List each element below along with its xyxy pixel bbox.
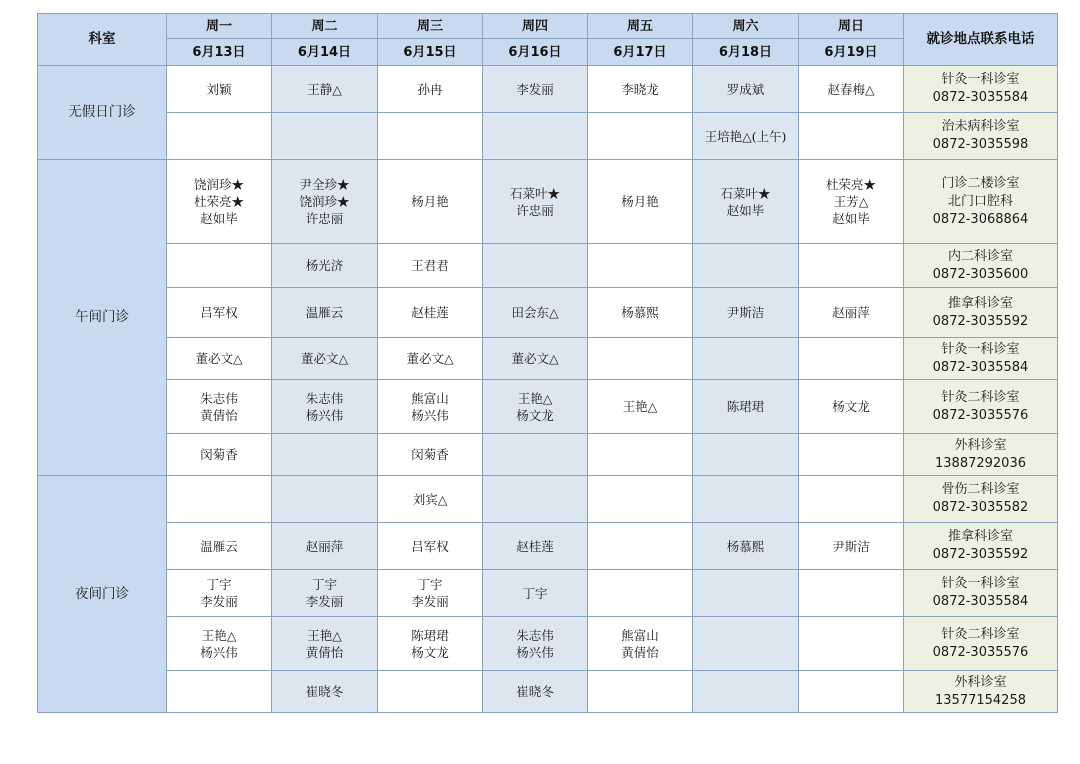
doctor-name: 丁宇 — [311, 577, 337, 592]
doctor-name: 王静△ — [307, 81, 342, 97]
doctor-name: 崔晓冬 — [305, 684, 344, 699]
doctor-cell — [167, 476, 272, 523]
date-header: 6月13日 — [167, 39, 272, 66]
doctor-cell — [799, 338, 904, 380]
location-phone-cell — [904, 570, 1058, 617]
schedule-row — [38, 476, 1058, 523]
doctor-cell — [378, 338, 483, 380]
schedule-row — [38, 113, 1058, 160]
schedule-row — [38, 617, 1058, 671]
doctor-name: 李发丽 — [516, 81, 554, 97]
doctor-cell — [588, 617, 693, 671]
doctor-name: 杨月艳 — [621, 194, 659, 209]
doctor-cell — [588, 288, 693, 338]
location-phone-header: 就诊地点联系电话 — [904, 14, 1058, 66]
doctor-cell — [378, 66, 483, 113]
phone-number: 0872-3035584 — [932, 359, 1029, 375]
doctor-cell — [272, 288, 378, 338]
doctor-cell — [588, 523, 693, 570]
doctor-cell — [483, 338, 588, 380]
phone-number: 0872-3035592 — [932, 547, 1029, 562]
doctor-name: 朱志伟 — [305, 390, 344, 406]
doctor-cell — [272, 244, 378, 288]
doctor-cell — [693, 617, 799, 671]
doctor-cell — [378, 671, 483, 713]
doctor-cell — [167, 113, 272, 160]
doctor-cell — [378, 617, 483, 671]
doctor-name: 尹斯洁 — [726, 305, 765, 320]
clinic-room: 针灸一科诊室 — [941, 341, 1020, 357]
doctor-name: 赵桂莲 — [516, 538, 554, 554]
doctor-name: 丁宇 — [522, 585, 548, 601]
doctor-name: 杨月艳 — [411, 194, 449, 209]
phone-number: 13577154258 — [935, 692, 1026, 708]
doctor-cell — [799, 244, 904, 288]
weekday-header: 周二 — [272, 14, 378, 39]
weekday-header: 周四 — [483, 14, 588, 39]
doctor-cell — [272, 160, 378, 244]
doctor-cell — [588, 476, 693, 523]
doctor-cell — [693, 671, 799, 713]
doctor-cell — [483, 380, 588, 434]
doctor-cell — [272, 113, 378, 160]
date-header: 6月17日 — [588, 39, 693, 66]
clinic-room: 推拿科诊室 — [947, 529, 1013, 544]
schedule-row — [38, 338, 1058, 380]
phone-number: 13887292036 — [935, 455, 1026, 471]
weekday-header: 周三 — [378, 14, 483, 39]
schedule-row — [38, 523, 1058, 570]
date-header: 6月19日 — [799, 39, 904, 66]
location-phone-cell — [904, 113, 1058, 160]
schedule-row — [38, 244, 1058, 288]
doctor-cell — [378, 523, 483, 570]
doctor-cell — [483, 570, 588, 617]
location-phone-cell — [904, 523, 1058, 570]
schedule-row — [38, 434, 1058, 476]
doctor-cell — [167, 66, 272, 113]
date-header: 6月18日 — [693, 39, 799, 66]
doctor-name: 王君君 — [411, 258, 449, 273]
location-phone-cell — [904, 617, 1058, 671]
doctor-name: 闵菊香 — [411, 447, 449, 462]
doctor-name: 熊富山 — [411, 390, 449, 406]
doctor-cell — [378, 476, 483, 523]
phone-number: 0872-3035598 — [932, 137, 1029, 152]
doctor-cell — [693, 570, 799, 617]
schedule-table — [37, 13, 1058, 713]
doctor-cell — [167, 338, 272, 380]
clinic-room: 外科诊室 — [954, 437, 1007, 453]
doctor-name: 王芳△ — [833, 194, 869, 209]
clinic-room: 门诊二楼诊室 — [941, 175, 1020, 191]
clinic-room: 针灸一科诊室 — [941, 72, 1020, 87]
doctor-name: 杜荣亮★ — [193, 194, 244, 209]
doctor-cell — [378, 160, 483, 244]
doctor-cell — [588, 244, 693, 288]
doctor-cell — [588, 380, 693, 434]
doctor-name: 赵如毕 — [832, 211, 870, 226]
location-phone-cell — [904, 671, 1058, 713]
doctor-name: 黄倩怡 — [621, 644, 659, 660]
doctor-name: 吕军权 — [411, 538, 449, 554]
doctor-name: 崔晓冬 — [516, 684, 554, 699]
doctor-name: 饶润珍★ — [193, 177, 244, 192]
doctor-cell — [167, 288, 272, 338]
department-cell: 午间门诊 — [38, 160, 167, 476]
doctor-name: 朱志伟 — [516, 627, 554, 643]
doctor-name: 尹斯洁 — [832, 538, 870, 554]
schedule-row — [38, 570, 1058, 617]
doctor-cell — [799, 288, 904, 338]
doctor-cell — [693, 434, 799, 476]
doctor-name: 黄倩怡 — [200, 407, 238, 423]
doctor-cell — [272, 671, 378, 713]
phone-number: 0872-3035592 — [932, 313, 1029, 329]
doctor-name: 温雁云 — [305, 305, 344, 320]
doctor-cell — [693, 338, 799, 380]
doctor-cell — [693, 523, 799, 570]
location-phone-cell — [904, 288, 1058, 338]
doctor-name: 董必文△ — [300, 351, 349, 366]
doctor-name: 杨兴伟 — [200, 644, 238, 660]
weekday-header: 周六 — [693, 14, 799, 39]
doctor-cell — [167, 160, 272, 244]
clinic-room: 推拿科诊室 — [947, 295, 1013, 311]
doctor-name: 石菜叶★ — [720, 185, 771, 201]
clinic-room: 针灸二科诊室 — [941, 389, 1020, 405]
doctor-name: 赵丽萍 — [305, 538, 344, 554]
location-phone-cell — [904, 244, 1058, 288]
doctor-cell — [799, 523, 904, 570]
doctor-name: 尹全珍★ — [299, 177, 350, 192]
doctor-cell — [588, 671, 693, 713]
doctor-cell — [483, 476, 588, 523]
clinic-room: 骨伤二科诊室 — [941, 482, 1020, 497]
doctor-cell — [693, 380, 799, 434]
weekday-header: 周五 — [588, 14, 693, 39]
clinic-room: 外科诊室 — [954, 674, 1007, 690]
doctor-name: 朱志伟 — [200, 390, 238, 406]
doctor-name: 王艳△ — [307, 627, 342, 643]
doctor-name: 刘颖 — [206, 81, 232, 97]
weekday-header: 周一 — [167, 14, 272, 39]
doctor-cell — [483, 523, 588, 570]
header-weekday-row — [38, 14, 1058, 39]
doctor-name: 李晓龙 — [621, 81, 659, 97]
doctor-name: 吕军权 — [200, 305, 238, 320]
doctor-cell — [272, 570, 378, 617]
doctor-name: 李发丽 — [411, 594, 449, 609]
doctor-cell — [799, 113, 904, 160]
doctor-name: 王培艳△(上午) — [704, 128, 787, 144]
doctor-name: 董必文△ — [195, 351, 243, 366]
phone-number: 0872-3035584 — [932, 90, 1029, 105]
doctor-name: 黄倩怡 — [305, 644, 344, 660]
doctor-name: 杨慕熙 — [621, 305, 659, 320]
doctor-cell — [799, 66, 904, 113]
doctor-name: 李发丽 — [200, 594, 238, 609]
phone-number: 0872-3035584 — [932, 594, 1029, 609]
doctor-name: 杜荣亮★ — [825, 177, 876, 192]
doctor-name: 杨兴伟 — [516, 644, 554, 660]
doctor-cell — [799, 617, 904, 671]
doctor-name: 杨兴伟 — [305, 407, 344, 423]
phone-number: 0872-3035582 — [932, 500, 1029, 515]
doctor-cell — [378, 570, 483, 617]
doctor-cell — [693, 244, 799, 288]
doctor-cell — [693, 476, 799, 523]
doctor-name: 许忠丽 — [305, 211, 344, 226]
doctor-cell — [378, 434, 483, 476]
doctor-cell — [588, 160, 693, 244]
doctor-name: 董必文△ — [511, 351, 559, 366]
doctor-name: 丁宇 — [417, 577, 443, 592]
doctor-name: 赵丽萍 — [832, 305, 870, 320]
doctor-name: 孙冉 — [417, 81, 443, 97]
doctor-name: 陈珺珺 — [726, 399, 765, 414]
doctor-cell — [167, 671, 272, 713]
location-phone-cell — [904, 434, 1058, 476]
doctor-cell — [693, 66, 799, 113]
department-header: 科室 — [38, 14, 167, 66]
location-phone-cell — [904, 380, 1058, 434]
doctor-cell — [483, 160, 588, 244]
doctor-name: 王艳△ — [622, 399, 658, 414]
doctor-name: 田会东△ — [511, 305, 559, 320]
doctor-cell — [272, 476, 378, 523]
doctor-cell — [693, 160, 799, 244]
date-header: 6月16日 — [483, 39, 588, 66]
phone-number: 0872-3068864 — [932, 211, 1029, 227]
doctor-cell — [167, 380, 272, 434]
doctor-cell — [167, 617, 272, 671]
doctor-name: 杨光济 — [305, 258, 344, 273]
schedule-row — [38, 380, 1058, 434]
doctor-cell — [378, 288, 483, 338]
doctor-cell — [483, 66, 588, 113]
doctor-name: 罗成斌 — [726, 81, 765, 97]
doctor-cell — [483, 244, 588, 288]
doctor-cell — [378, 113, 483, 160]
doctor-cell — [693, 288, 799, 338]
location-phone-cell — [904, 66, 1058, 113]
phone-number: 0872-3035576 — [932, 644, 1029, 660]
doctor-name: 赵桂莲 — [411, 305, 449, 320]
department-cell: 无假日门诊 — [38, 66, 167, 160]
doctor-name: 王艳△ — [201, 627, 237, 643]
doctor-cell — [588, 113, 693, 160]
doctor-cell — [799, 570, 904, 617]
location-phone-cell — [904, 160, 1058, 244]
doctor-name: 陈珺珺 — [411, 627, 449, 643]
doctor-cell — [483, 671, 588, 713]
doctor-name: 董必文△ — [406, 351, 454, 366]
doctor-cell — [272, 617, 378, 671]
doctor-cell — [588, 338, 693, 380]
doctor-cell — [378, 380, 483, 434]
doctor-cell — [167, 434, 272, 476]
doctor-name: 石菜叶★ — [509, 185, 560, 201]
doctor-name: 杨文龙 — [516, 407, 554, 423]
clinic-room: 内二科诊室 — [947, 248, 1013, 264]
doctor-cell — [799, 380, 904, 434]
doctor-cell — [272, 434, 378, 476]
doctor-cell — [483, 617, 588, 671]
doctor-cell — [167, 523, 272, 570]
date-header: 6月15日 — [378, 39, 483, 66]
doctor-name: 丁宇 — [206, 577, 232, 592]
doctor-cell — [483, 434, 588, 476]
doctor-name: 赵如毕 — [726, 202, 765, 218]
doctor-name: 饶润珍★ — [299, 194, 350, 209]
schedule-row — [38, 671, 1058, 713]
doctor-cell — [693, 113, 799, 160]
location-phone-cell — [904, 338, 1058, 380]
doctor-name: 赵如毕 — [200, 211, 238, 226]
doctor-cell — [272, 66, 378, 113]
doctor-cell — [483, 113, 588, 160]
schedule-body — [38, 66, 1058, 713]
schedule-row — [38, 160, 1058, 244]
phone-number: 0872-3035600 — [932, 266, 1029, 282]
doctor-name: 杨文龙 — [411, 644, 449, 660]
doctor-name: 温雁云 — [200, 538, 238, 554]
doctor-name: 刘宾△ — [412, 491, 448, 507]
phone-number: 0872-3035576 — [932, 407, 1029, 423]
doctor-cell — [588, 66, 693, 113]
doctor-cell — [799, 476, 904, 523]
doctor-name: 杨慕熙 — [726, 538, 765, 554]
doctor-cell — [272, 338, 378, 380]
doctor-name: 杨文龙 — [832, 399, 870, 414]
doctor-name: 李发丽 — [305, 594, 344, 609]
doctor-name: 王艳△ — [517, 390, 553, 406]
clinic-room: 针灸一科诊室 — [941, 576, 1020, 591]
location-phone-cell — [904, 476, 1058, 523]
doctor-name: 熊富山 — [621, 627, 659, 643]
schedule-row — [38, 66, 1058, 113]
doctor-cell — [588, 434, 693, 476]
doctor-name: 许忠丽 — [516, 202, 554, 218]
department-cell: 夜间门诊 — [38, 476, 167, 713]
doctor-cell — [588, 570, 693, 617]
doctor-cell — [483, 288, 588, 338]
date-header: 6月14日 — [272, 39, 378, 66]
doctor-cell — [799, 434, 904, 476]
doctor-cell — [167, 244, 272, 288]
doctor-cell — [272, 380, 378, 434]
doctor-cell — [167, 570, 272, 617]
clinic-room: 北门口腔科 — [947, 193, 1013, 209]
doctor-cell — [799, 160, 904, 244]
clinic-room: 治未病科诊室 — [941, 119, 1020, 134]
doctor-cell — [378, 244, 483, 288]
doctor-name: 杨兴伟 — [411, 407, 449, 423]
clinic-room: 针灸二科诊室 — [941, 626, 1020, 642]
doctor-name: 闵菊香 — [200, 447, 238, 462]
doctor-cell — [799, 671, 904, 713]
doctor-name: 赵春梅△ — [827, 81, 875, 97]
weekday-header: 周日 — [799, 14, 904, 39]
doctor-cell — [272, 523, 378, 570]
schedule-row — [38, 288, 1058, 338]
